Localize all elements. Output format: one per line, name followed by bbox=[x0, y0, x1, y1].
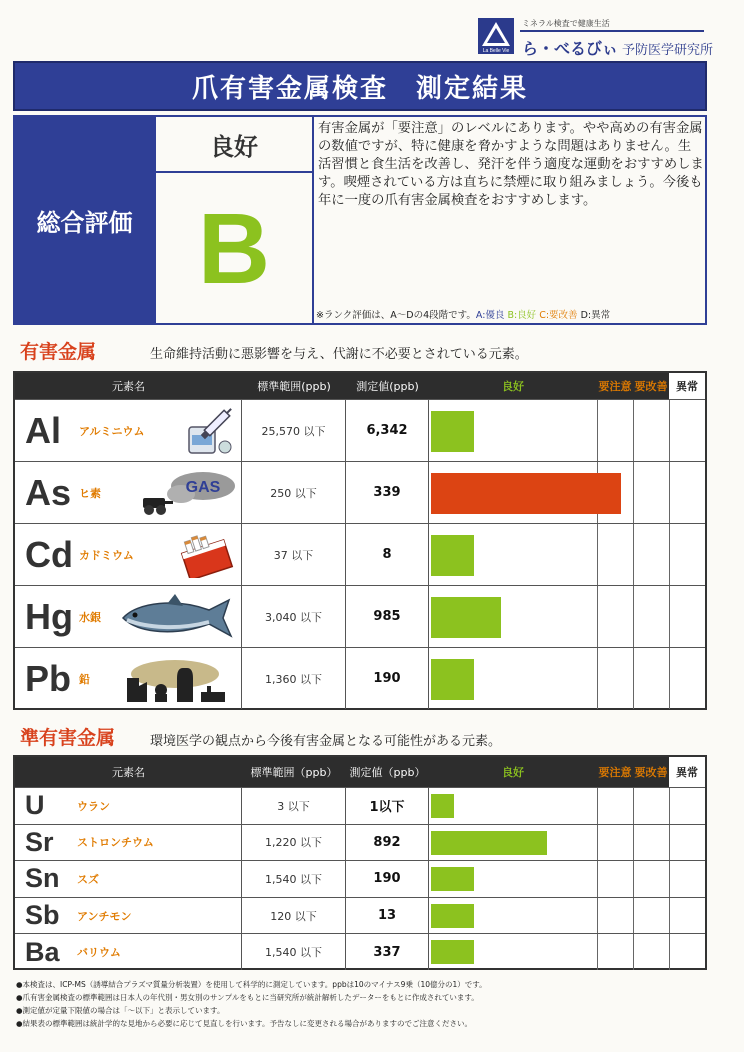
level-divider bbox=[633, 898, 634, 934]
element-name: カドミウム bbox=[79, 548, 134, 562]
level-divider bbox=[633, 524, 634, 585]
brand-name bbox=[522, 36, 713, 59]
header-abnormal: 異常 bbox=[669, 373, 705, 399]
harmful-metals-table bbox=[13, 371, 707, 710]
element-cell bbox=[15, 648, 242, 709]
element-symbol: Sn bbox=[25, 863, 60, 894]
element-symbol: Ba bbox=[25, 936, 60, 967]
level-divider bbox=[669, 462, 670, 523]
gas-label: GAS bbox=[185, 478, 221, 496]
element-name: スズ bbox=[77, 872, 99, 886]
measured-value: 985 bbox=[346, 586, 429, 647]
brand-name-main: ら・べるびぃ bbox=[522, 39, 619, 58]
header-improve: 要改善 bbox=[634, 380, 668, 393]
gas-exhaust-icon bbox=[141, 462, 237, 523]
element-name: バリウム bbox=[77, 946, 121, 960]
lab-logo-icon bbox=[478, 18, 514, 54]
standard-range: 3,040 以下 bbox=[242, 586, 346, 647]
element-cell bbox=[15, 898, 242, 934]
level-bar-zone bbox=[429, 648, 705, 709]
table-row bbox=[15, 585, 705, 647]
harmful-table-header bbox=[15, 373, 705, 399]
table-row bbox=[15, 860, 705, 897]
level-divider bbox=[669, 898, 670, 934]
level-bar bbox=[431, 867, 474, 891]
page-title: 爪有害金属検査 測定結果 bbox=[13, 61, 707, 111]
measured-value: 337 bbox=[346, 934, 429, 970]
level-divider bbox=[597, 586, 598, 647]
footnote: ●結果表の標準範囲は統計学的な見地から必要に応じて見直しを行います。予告なしに変更される場合がありますのでご注意ください。 bbox=[16, 1019, 472, 1028]
header-range: 標準範囲（ppb） bbox=[250, 766, 338, 779]
header-measured: 測定値（ppb） bbox=[349, 766, 426, 779]
element-symbol: Al bbox=[25, 409, 61, 451]
quasi-section-description: 環境医学の観点から今後有害金属となる可能性がある元素。 bbox=[150, 734, 502, 749]
level-divider bbox=[633, 400, 634, 461]
level-bar bbox=[431, 473, 621, 514]
level-bar-zone bbox=[429, 586, 705, 647]
level-divider bbox=[597, 524, 598, 585]
level-divider bbox=[669, 788, 670, 824]
level-bar bbox=[431, 535, 474, 576]
quasi-section-title: 準有害金属 bbox=[20, 727, 116, 749]
standard-range: 25,570 以下 bbox=[242, 400, 346, 461]
element-cell bbox=[15, 400, 242, 461]
measured-value: 8 bbox=[346, 524, 429, 585]
level-bar bbox=[431, 831, 547, 855]
header-improve: 要改善 bbox=[634, 766, 668, 779]
level-bar bbox=[431, 794, 454, 818]
level-divider bbox=[597, 788, 598, 824]
measured-value: 190 bbox=[346, 861, 429, 897]
syringe-pills-icon bbox=[183, 400, 237, 461]
level-divider bbox=[597, 898, 598, 934]
evaluation-label: 総合評価 bbox=[13, 115, 156, 325]
header-good: 良好 bbox=[502, 380, 524, 393]
level-divider bbox=[633, 462, 634, 523]
harmful-section-title: 有害金属 bbox=[20, 341, 97, 363]
measured-value: 339 bbox=[346, 462, 429, 523]
standard-range: 3 以下 bbox=[242, 788, 346, 824]
element-cell bbox=[15, 462, 242, 523]
level-bar-zone bbox=[429, 861, 705, 897]
level-bar bbox=[431, 940, 474, 964]
standard-range: 37 以下 bbox=[242, 524, 346, 585]
footnotes bbox=[16, 978, 726, 1030]
level-bar-zone bbox=[429, 898, 705, 934]
level-divider bbox=[669, 400, 670, 461]
element-cell bbox=[15, 861, 242, 897]
level-divider bbox=[633, 861, 634, 897]
element-cell bbox=[15, 524, 242, 585]
header-good: 良好 bbox=[502, 766, 524, 779]
level-bar-zone bbox=[429, 934, 705, 970]
header-element: 元素名 bbox=[112, 380, 145, 393]
element-cell bbox=[15, 934, 242, 970]
level-divider bbox=[669, 825, 670, 861]
level-divider bbox=[669, 648, 670, 709]
rank-d: D:異常 bbox=[580, 310, 611, 321]
element-name: アルミニウム bbox=[79, 424, 145, 438]
tagline: ミネラル検査で健康生活 bbox=[522, 19, 610, 28]
level-divider bbox=[633, 825, 634, 861]
element-symbol: Pb bbox=[25, 657, 72, 699]
header-abnormal: 異常 bbox=[669, 757, 705, 787]
level-divider bbox=[633, 648, 634, 709]
level-bar bbox=[431, 659, 474, 700]
footnote: ●測定値が定量下限値の場合は「〜以下」と表示しています。 bbox=[16, 1006, 225, 1015]
rank-c: C:要改善 bbox=[539, 310, 578, 321]
tuna-fish-icon bbox=[117, 586, 237, 647]
level-divider bbox=[669, 861, 670, 897]
element-cell bbox=[15, 788, 242, 824]
table-row bbox=[15, 933, 705, 970]
header-range: 標準範囲(ppb) bbox=[257, 380, 331, 393]
table-row bbox=[15, 787, 705, 824]
harmful-section-description: 生命維持活動に悪影響を与え、代謝に不必要とされている元素。 bbox=[150, 347, 528, 362]
level-bar-zone bbox=[429, 462, 705, 523]
evaluation-divider bbox=[312, 117, 314, 323]
element-name: ストロンチウム bbox=[77, 836, 154, 850]
measured-value: 892 bbox=[346, 825, 429, 861]
level-bar-zone bbox=[429, 524, 705, 585]
level-divider bbox=[669, 524, 670, 585]
level-divider bbox=[633, 586, 634, 647]
measured-value: 190 bbox=[346, 648, 429, 709]
table-row bbox=[15, 897, 705, 934]
level-divider bbox=[669, 934, 670, 970]
grade-letter: B bbox=[197, 192, 271, 305]
element-name: アンチモン bbox=[77, 909, 132, 923]
rank-b: B:良好 bbox=[507, 310, 537, 321]
table-row bbox=[15, 399, 705, 461]
standard-range: 120 以下 bbox=[242, 898, 346, 934]
table-row bbox=[15, 824, 705, 861]
element-cell bbox=[15, 586, 242, 647]
header-measured: 測定値(ppb) bbox=[356, 380, 419, 393]
quasi-table-header bbox=[15, 757, 705, 787]
element-cell bbox=[15, 825, 242, 861]
level-divider bbox=[597, 825, 598, 861]
table-row bbox=[15, 647, 705, 709]
rank-note-prefix: ※ランク評価は、A〜Dの4段階です。 bbox=[316, 310, 476, 321]
evaluation-comment: 有害金属が「要注意」のレベルにあります。やや高めの有害金属の数値ですが、特に健康を脅かすような問題はありません。生活習慣と食生活を改善し、発汗を伴う適度な運動をおすすめします。喫煙されている方は直ちに禁煙に取り組みましょう。今後も年に一度の爪有害金属検査をおすすめします。 bbox=[318, 121, 704, 208]
rank-note bbox=[316, 307, 610, 321]
standard-range: 1,220 以下 bbox=[242, 825, 346, 861]
level-divider bbox=[669, 586, 670, 647]
footnote: ●爪有害金属検査の標準範囲は日本人の年代別・男女別のサンプルをもとに当研究所が統計解析したデーターをもとに作成されています。 bbox=[16, 993, 479, 1002]
standard-range: 1,540 以下 bbox=[242, 934, 346, 970]
cigarettes-icon bbox=[177, 524, 237, 585]
element-symbol: As bbox=[25, 471, 72, 513]
element-symbol: Sr bbox=[25, 826, 54, 857]
level-divider bbox=[597, 934, 598, 970]
level-divider bbox=[597, 400, 598, 461]
element-name: ウラン bbox=[77, 799, 110, 813]
rank-a: A:優良 bbox=[475, 310, 505, 321]
factory-pollution-icon bbox=[117, 648, 237, 709]
level-bar-zone bbox=[429, 788, 705, 824]
level-bar-zone bbox=[429, 825, 705, 861]
level-divider bbox=[597, 861, 598, 897]
level-divider bbox=[633, 788, 634, 824]
element-symbol: Cd bbox=[25, 533, 73, 575]
standard-range: 1,540 以下 bbox=[242, 861, 346, 897]
header-divider bbox=[520, 30, 704, 32]
brand-name-sub: 予防医学研究所 bbox=[622, 43, 714, 58]
element-name: ヒ素 bbox=[79, 486, 101, 500]
element-symbol: U bbox=[25, 790, 45, 821]
header-caution: 要注意 bbox=[598, 380, 632, 393]
element-symbol: Sb bbox=[25, 900, 60, 931]
standard-range: 250 以下 bbox=[242, 462, 346, 523]
measured-value: 1以下 bbox=[346, 788, 429, 824]
element-name: 鉛 bbox=[79, 672, 90, 686]
logo-text: La Belle Vie bbox=[482, 48, 510, 54]
level-divider bbox=[633, 934, 634, 970]
level-bar bbox=[431, 904, 474, 928]
header-element: 元素名 bbox=[112, 766, 145, 779]
measured-value: 6,342 bbox=[346, 400, 429, 461]
grade-word: 良好 bbox=[156, 117, 312, 173]
table-row bbox=[15, 461, 705, 523]
element-name: 水銀 bbox=[79, 610, 101, 624]
standard-range: 1,360 以下 bbox=[242, 648, 346, 709]
table-row bbox=[15, 523, 705, 585]
element-symbol: Hg bbox=[25, 595, 73, 637]
quasi-metals-table bbox=[13, 755, 707, 970]
footnote: ●本検査は、ICP-MS（誘導結合プラズマ質量分析装置）を使用して科学的に測定しています。ppbは10のマイナス9乗（10億分の1）です。 bbox=[16, 980, 487, 989]
level-bar bbox=[431, 411, 474, 452]
measured-value: 13 bbox=[346, 898, 429, 934]
level-divider bbox=[597, 648, 598, 709]
level-bar-zone bbox=[429, 400, 705, 461]
header-caution: 要注意 bbox=[598, 766, 632, 779]
level-bar bbox=[431, 597, 501, 638]
